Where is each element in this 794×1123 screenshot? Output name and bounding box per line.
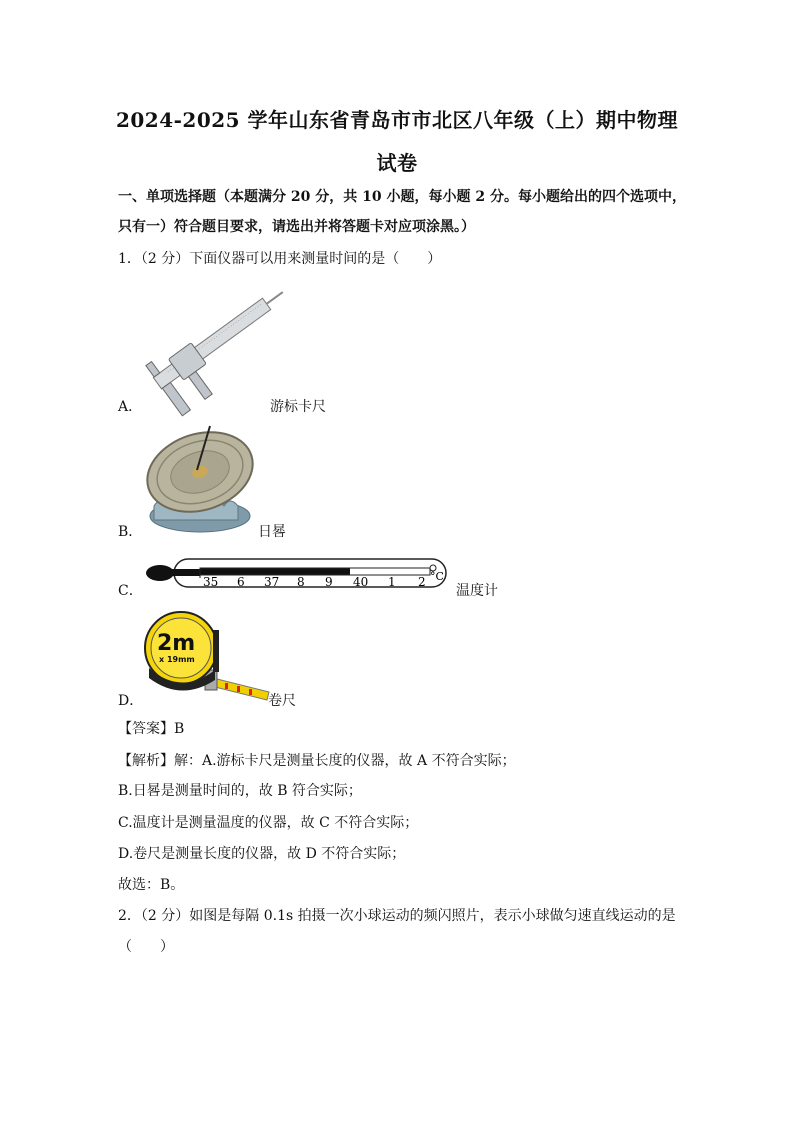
tape-label-small: x 19mm	[159, 655, 195, 664]
option-a-letter: A．	[118, 399, 143, 415]
option-c-caption: 温度计	[456, 583, 498, 599]
option-d-letter: D．	[118, 693, 144, 709]
question2-stem-line1: 2．（2 分）如图是每隔 0.1s 拍摄一次小球运动的频闪照片，表示小球做匀速直线运动的是	[118, 908, 676, 924]
question2-stem-line2: （ ）	[118, 939, 174, 955]
vernier-caliper-icon	[140, 280, 280, 410]
option-d-caption: 卷尺	[268, 693, 296, 709]
analysis-line-2: B.日晷是测量时间的，故 B 符合实际；	[118, 783, 362, 799]
exam-title-line2: 试卷	[376, 151, 418, 175]
exam-title-line1: 2024-2025 学年山东省青岛市市北区八年级（上）期中物理	[115, 108, 679, 132]
analysis-line-3: C.温度计是测量温度的仪器，故 C 不符合实际；	[118, 815, 419, 831]
thermometer-unit-label: °C	[430, 570, 444, 583]
question1-stem: 1．（2 分）下面仪器可以用来测量时间的是（ ）	[118, 251, 442, 267]
option-b-letter: B．	[118, 524, 143, 540]
analysis-line-4: D.卷尺是测量长度的仪器，故 D 不符合实际；	[118, 846, 406, 862]
tape-label-big: 2m	[157, 631, 196, 656]
thermometer-tick-label: 2	[418, 575, 426, 589]
thermometer-tick-label: 37	[264, 575, 280, 589]
thermometer-tick-label: 9	[325, 575, 333, 589]
thermometer-tick-label: 1	[388, 575, 396, 589]
option-a-caption: 游标卡尺	[270, 399, 326, 415]
thermometer-tick-label: 35	[203, 575, 219, 589]
analysis-line-1: 【解析】解：A.游标卡尺是测量长度的仪器，故 A 不符合实际；	[118, 753, 516, 769]
thermometer-tick-label: 8	[297, 575, 305, 589]
tape-measure-icon	[143, 610, 271, 702]
thermometer-scale	[200, 570, 450, 590]
sundial-icon	[142, 424, 260, 536]
option-b-caption-text: 日晷	[258, 524, 286, 540]
option-c-letter: C．	[118, 583, 143, 599]
section-heading: 一、单项选择题（本题满分 20 分，共 10 小题，每小题 2 分。每小题给出的四个选项中，只有一）符合题目要求，请选出并将答题卡对应项涂黑。）	[118, 189, 686, 235]
thermometer-tick-label: 40	[353, 575, 369, 589]
conclusion-line: 故选：B。	[118, 877, 185, 893]
thermometer-tick-label: 6	[237, 575, 245, 589]
answer-line: 【答案】B	[118, 721, 185, 737]
